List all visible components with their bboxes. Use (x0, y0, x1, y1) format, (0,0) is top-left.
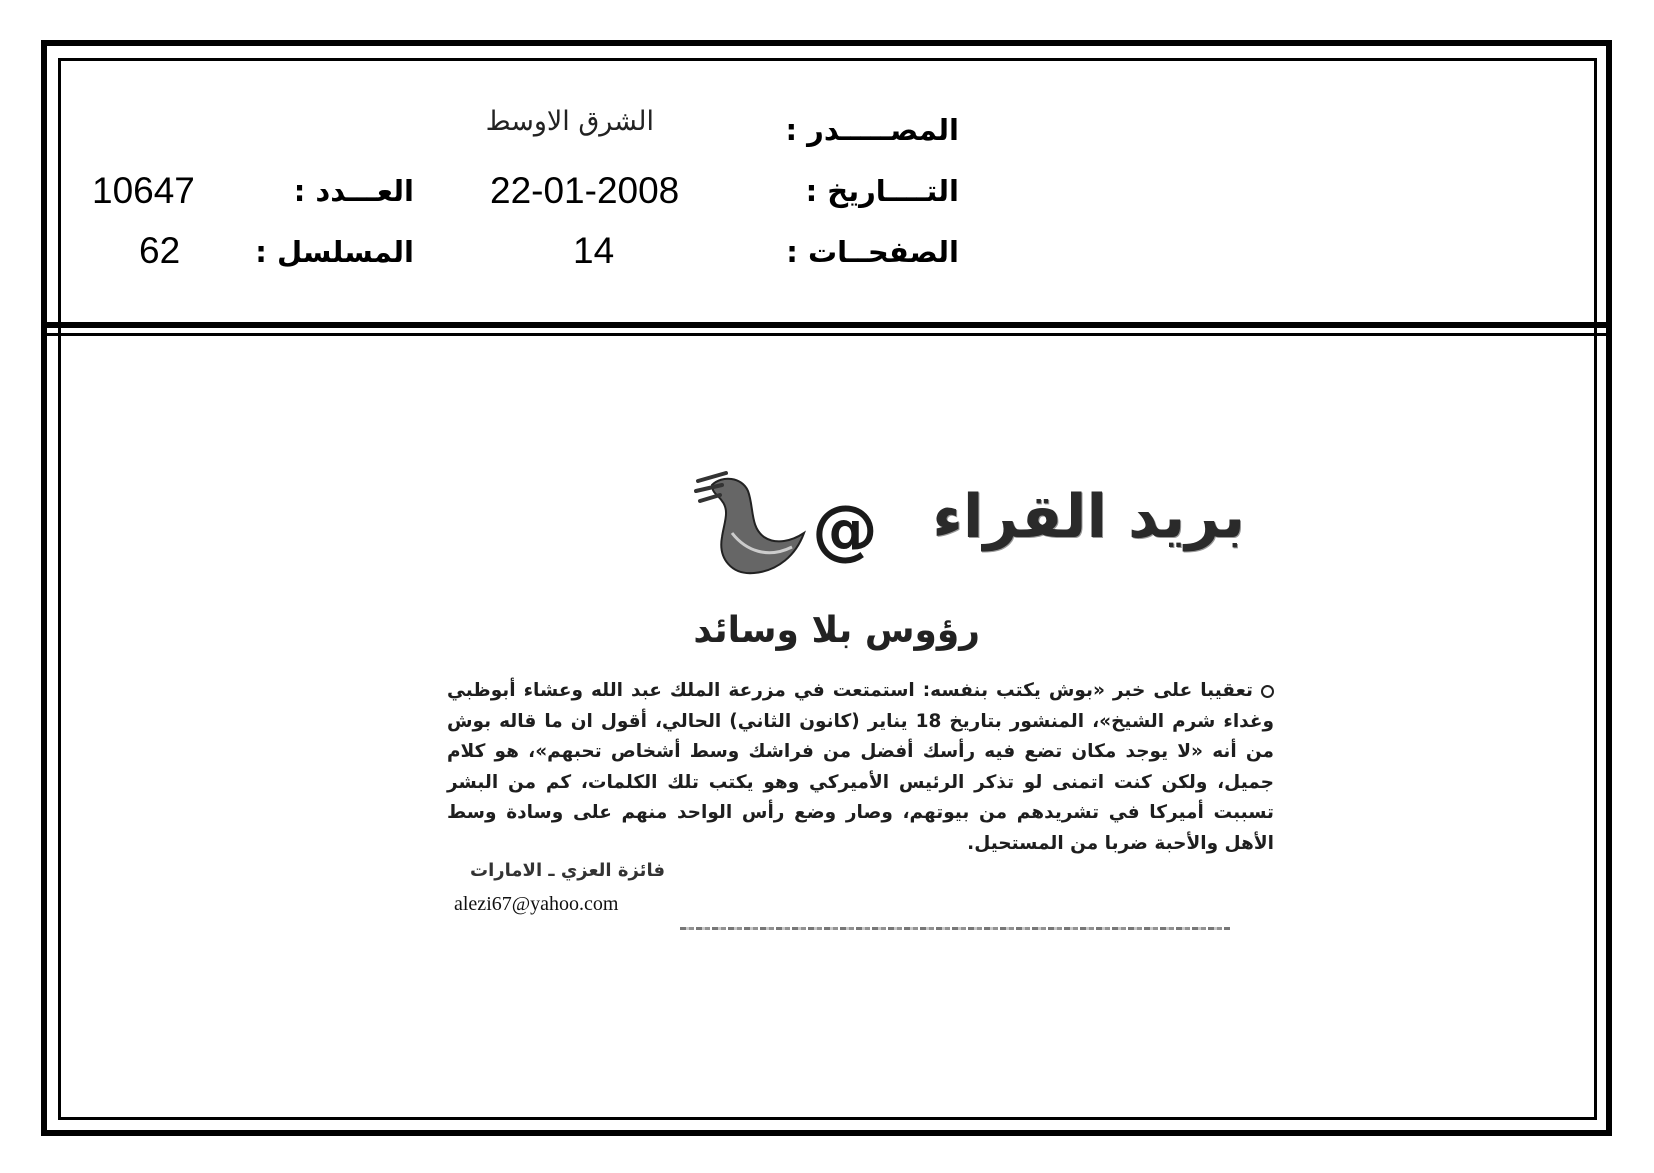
inner-frame (58, 58, 1597, 1120)
serial-label: المسلسل : (255, 235, 414, 269)
issue-label: العـــدد : (293, 174, 414, 208)
author-signature: فائزة العزي ـ الامارات (470, 860, 665, 881)
source-value: الشرق الاوسط (485, 106, 654, 137)
header-divider-thin (45, 333, 1608, 336)
header-divider (45, 322, 1608, 328)
issue-value: 10647 (92, 170, 195, 211)
bullet-icon (1261, 685, 1274, 698)
source-label: المصـــــدر : (785, 113, 959, 147)
dove-logo-icon (692, 463, 810, 581)
article-body-text: تعقيبا على خبر «بوش يكتب بنفسه: استمتعت في مزرعة الملك عبد الله وعشاء أبوظبي وغداء شرم الشيخ»، المنشور بتاريخ 18 يناير (كانون الثاني) الحالي، أقول ان ما قاله بوش من أنه «لا يوجد مكان تضع فيه رأسك أفضل من فراشك وسط أشخاص تحبهم»، هو كلام جميل، ولكن كنت اتمنى لو تذكر الرئيس الأميركي وهو يكتب تلك الكلمات، كم من البشر تسببت أميركا في تشريدهم من بيوتهم، وصار وضع رأس الواحد منهم على وسادة وسط الأهل والأحبة ضربا من المستحيل. (447, 680, 1274, 854)
pages-label: الصفحــات : (786, 235, 959, 269)
article-body (447, 676, 1274, 859)
pages-value: 14 (573, 230, 615, 271)
author-email: alezi67@yahoo.com (454, 893, 619, 915)
at-icon: @ (812, 491, 878, 568)
serial-value: 62 (139, 230, 181, 271)
scan-artifact-line (680, 927, 1230, 930)
article-title: رؤوس بلا وسائد (693, 610, 980, 651)
date-value: 22-01-2008 (490, 170, 680, 211)
section-title: بريد القراء (932, 482, 1245, 552)
date-label: التــــاريخ : (805, 174, 959, 208)
